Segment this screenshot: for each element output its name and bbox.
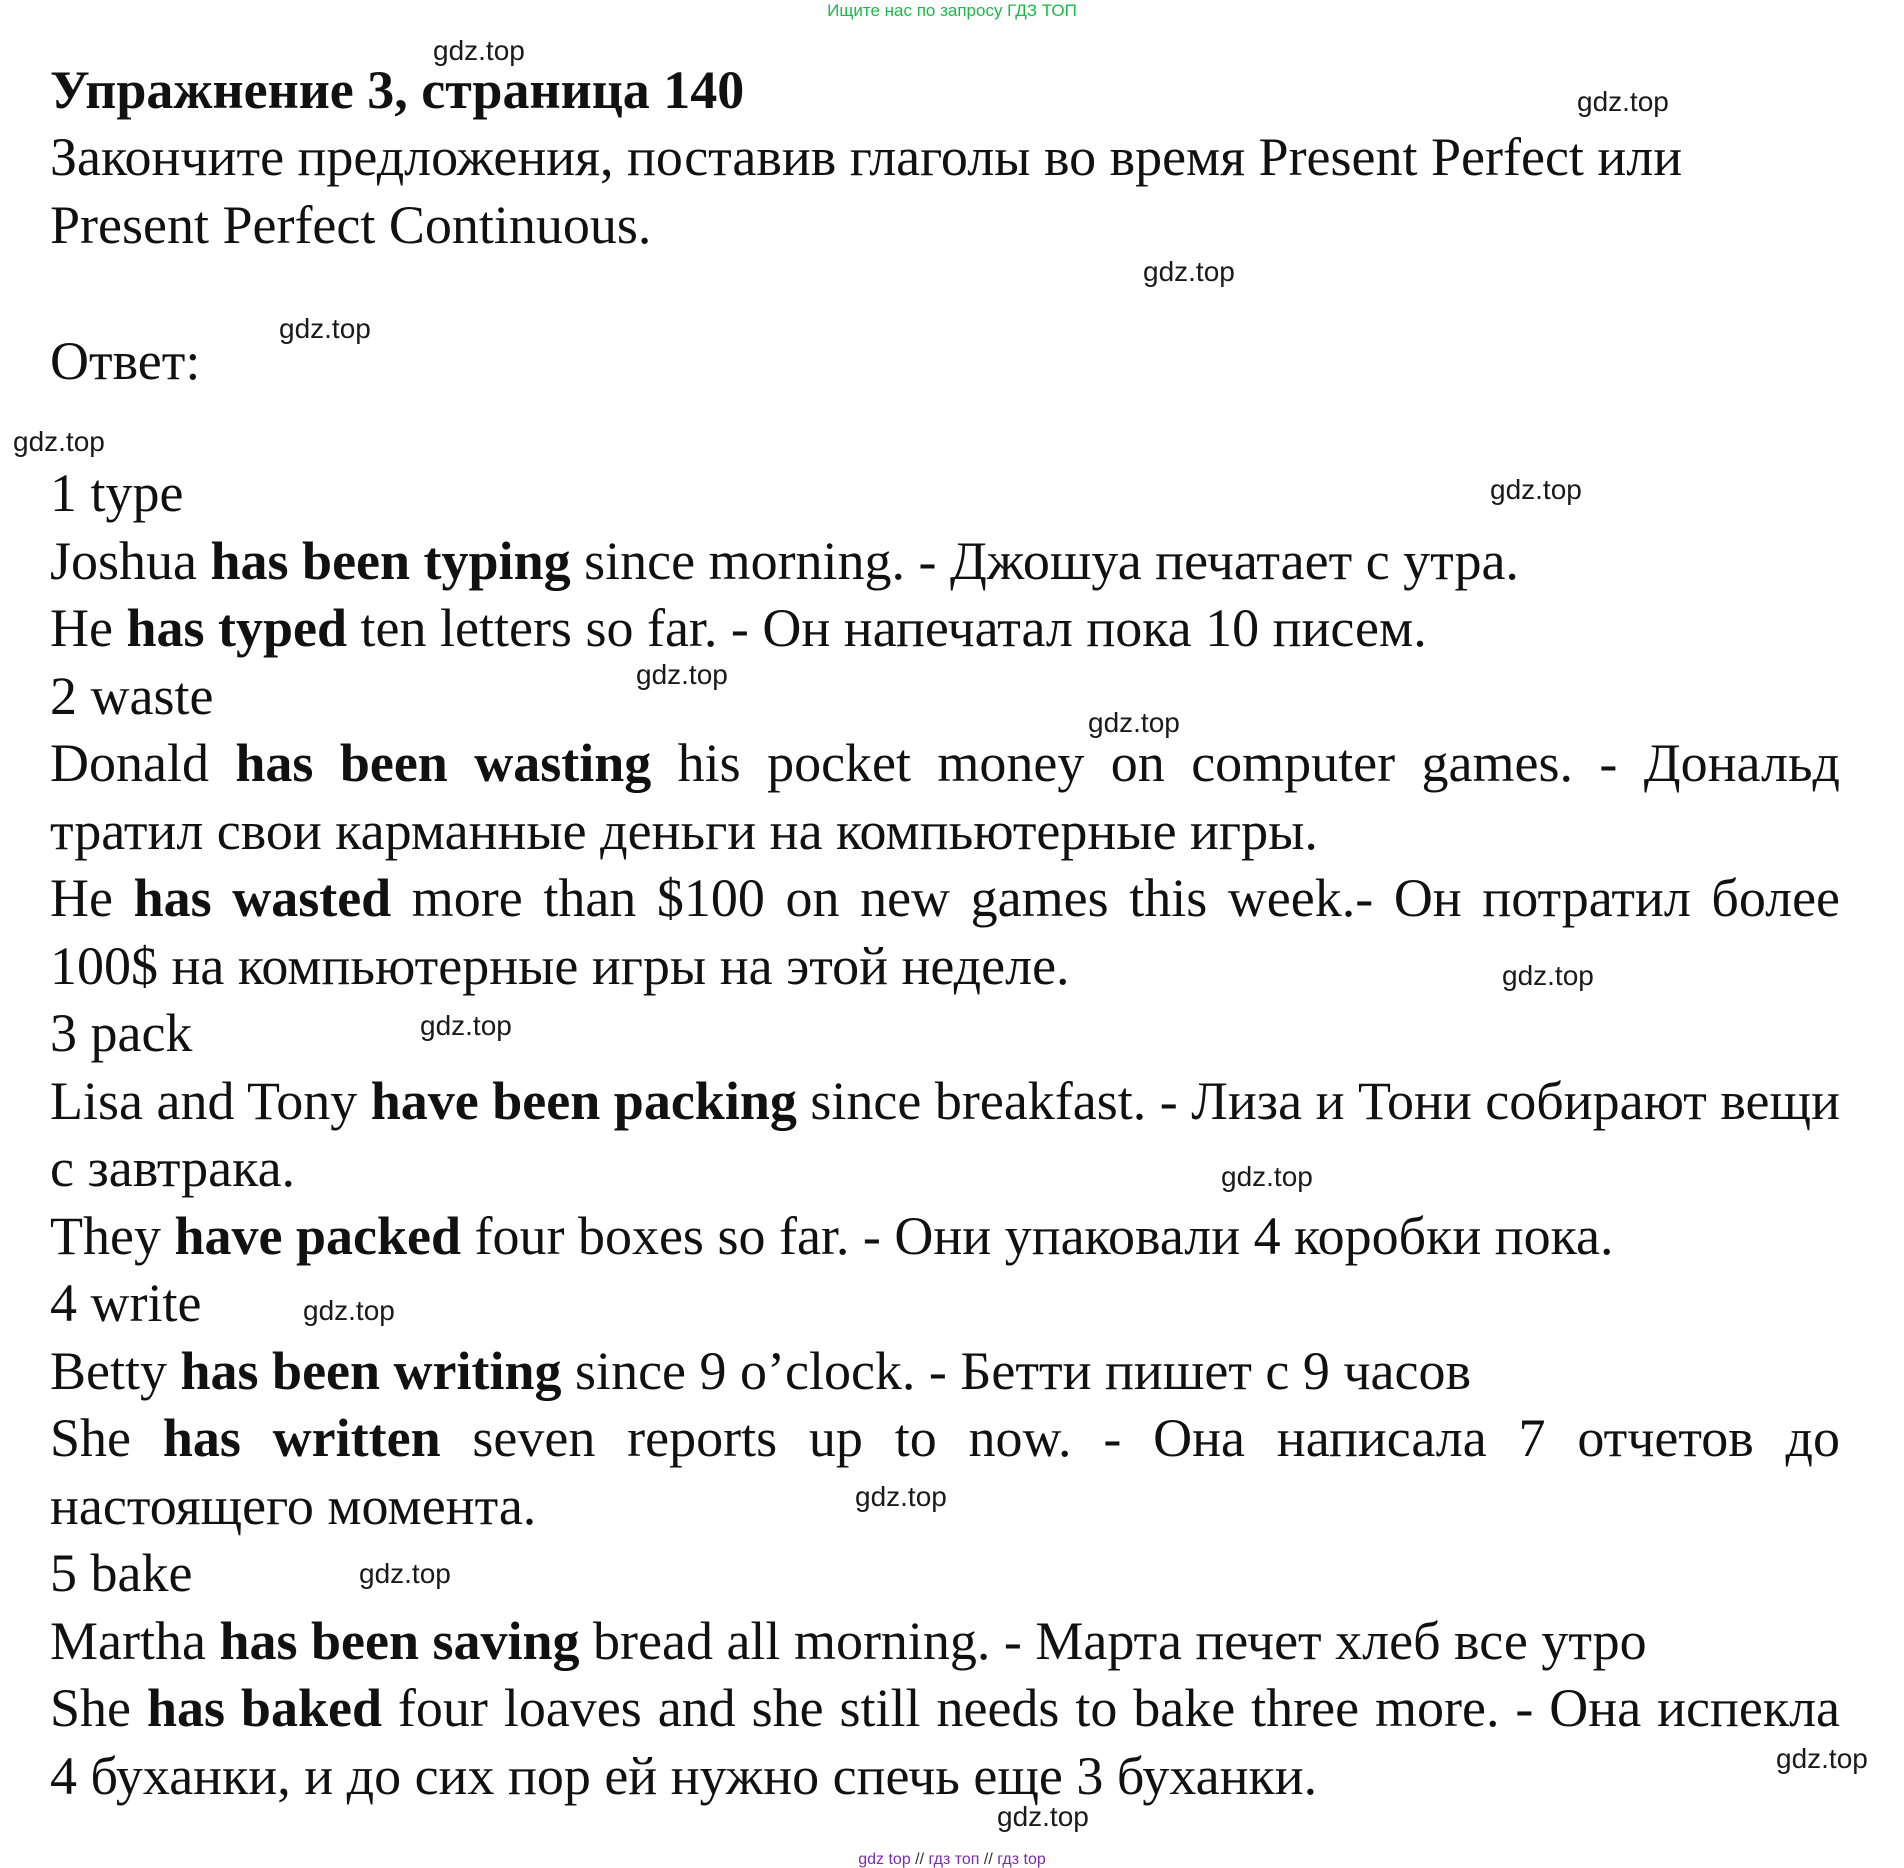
watermark: gdz.top [1502,960,1594,991]
answer-item-3 [50,1000,1840,1270]
sentence-continuous: Lisa and Tony have been packing since breakfast. - Лиза и Тони собирают вещи с завтрака. [50,1070,1840,1198]
sentence-perfect: He has typed ten letters so far. - Он напечатал пока 10 писем. [50,598,1427,658]
verb-form: has written [162,1408,441,1468]
answer-label: Ответ: [50,331,201,391]
task-instructions: Закончите предложения, поставив глаголы во время Present Perfect или Present Perfect Continuous. [50,127,1683,255]
verb-form: has baked [146,1678,382,1738]
watermark: gdz.top [1577,86,1669,117]
verb-form: has been wasting [235,733,652,793]
watermark: gdz.top [433,35,525,66]
verb-form: has been saving [219,1610,580,1671]
watermark: gdz.top [1088,707,1180,738]
watermark: gdz.top [279,313,371,344]
watermark: gdz.top [1143,256,1235,287]
sentence-continuous: Joshua has been typing since morning. - Джошуа печатает с утра. [50,530,1519,591]
footer-link[interactable]: gdz top [858,1851,911,1868]
item-head: 4 write [50,1273,202,1333]
verb-form: has typed [126,598,348,658]
watermark: gdz.top [13,426,105,457]
watermark: gdz.top [303,1295,395,1326]
footer-separator: // [915,1851,925,1868]
watermark: gdz.top [855,1481,947,1512]
verb-form: has been writing [180,1340,562,1401]
item-head: 1 type [50,463,184,523]
watermark: gdz.top [1490,474,1582,505]
item-head: 2 waste [50,665,214,726]
footer-link[interactable]: гдз топ [928,1851,980,1868]
footer-link[interactable]: гдз top [997,1851,1046,1868]
sentence-continuous: Betty has been writing since 9 o’clock. - Бетти пишет с 9 часов [50,1340,1471,1401]
verb-form: has wasted [133,868,392,928]
watermark: gdz.top [997,1801,1089,1832]
watermark: gdz.top [420,1010,512,1041]
answer-item-2 [50,663,1840,1001]
page-title: Упражнение 3, страница 140 [50,60,745,120]
watermark: gdz.top [1776,1743,1868,1774]
watermark: gdz.top [1221,1161,1313,1192]
answer-item-5 [50,1540,1840,1810]
footer-separator: // [983,1851,993,1868]
verb-form: have been packing [370,1070,797,1131]
answer-body [50,460,1840,1810]
verb-form: has been typing [210,530,571,591]
watermark: gdz.top [359,1558,451,1589]
sentence-perfect: They have packed four boxes so far. - Они упаковали 4 коробки пока. [50,1205,1614,1266]
sentence-continuous: Martha has been saving bread all morning. - Марта печет хлеб все утро [50,1610,1647,1671]
sentence-perfect: He has wasted more than $100 on new games this week.- Он потратил более 100$ на компьютерные игры на этой неделе. [50,868,1840,996]
sentence-continuous: Donald has been wasting his pocket money on computer games. - Дональд тратил свои карманные деньги на компьютерные игры. [50,733,1841,861]
sentence-perfect: She has written seven reports up to now. - Она написала 7 отчетов до настоящего момента. [50,1408,1841,1536]
item-head: 3 pack [50,1003,193,1063]
watermark: gdz.top [636,659,728,690]
item-head: 5 bake [50,1543,193,1603]
sentence-perfect: She has baked four loaves and she still needs to bake three more. - Она испекла 4 буханки, и до сих пор ей нужно спечь еще 3 буханки. [50,1678,1840,1806]
top-banner-link[interactable]: Ищите нас по запросу ГДЗ ТОП [827,1,1077,20]
footer [0,1851,1904,1868]
verb-form: have packed [174,1205,461,1266]
